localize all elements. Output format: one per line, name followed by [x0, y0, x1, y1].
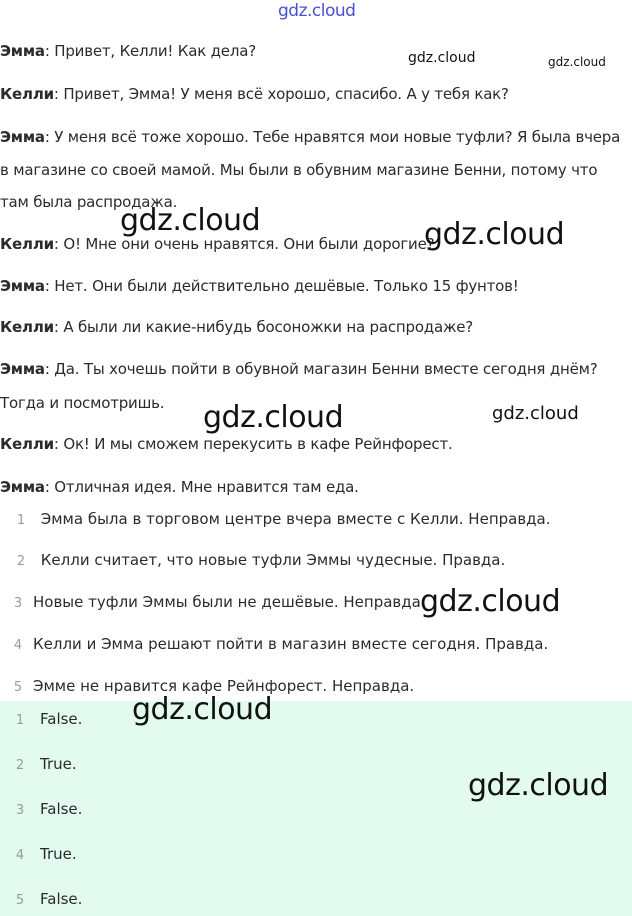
statement-text: Новые туфли Эммы были не дешёвые. Неправда.: [33, 593, 426, 611]
dialogue-text: в магазине со своей мамой. Мы были в обувним магазине Бенни, потому что: [0, 161, 598, 179]
watermark: gdz.cloud: [132, 692, 273, 727]
watermark: gdz.cloud: [420, 584, 561, 619]
dialogue-line: [0, 360, 598, 378]
dialogue-line: [0, 435, 453, 453]
dialogue-line: [0, 128, 620, 146]
dialogue-line: [0, 277, 519, 295]
statement-number: 4: [13, 638, 23, 653]
dialogue-line: [0, 161, 597, 179]
watermark: gdz.cloud: [492, 403, 579, 424]
watermark: gdz.cloud: [424, 217, 565, 252]
answer-item: [0, 890, 82, 908]
answer-item: [0, 710, 82, 728]
speaker-name: Келли: [0, 318, 54, 336]
dialogue-text: Тогда и посмотришь.: [0, 394, 165, 412]
answer-number: 4: [15, 848, 25, 863]
dialogue-text: : Ок! И мы сможем перекусить в кафе Рейнфорест.: [53, 435, 453, 453]
answer-item: [0, 800, 82, 818]
dialogue-text: : Отличная идея. Мне нравится там еда.: [44, 478, 359, 496]
statement-text: Эмма была в торговом центре вчера вместе с Келли. Неправда.: [36, 510, 551, 528]
watermark-top: gdz.cloud: [278, 1, 356, 21]
answer-text: False.: [40, 800, 83, 818]
dialogue-text: : О! Мне они очень нравятся. Они были дорогие?: [53, 235, 435, 253]
statement-item: [6, 551, 505, 569]
dialogue-line: [0, 85, 509, 103]
statement-text: Эмме не нравится кафе Рейнфорест. Неправда.: [33, 677, 415, 695]
watermark: gdz.cloud: [408, 50, 476, 66]
answer-text: True.: [40, 755, 77, 773]
answer-number: 3: [15, 803, 25, 818]
answer-number: 1: [15, 713, 25, 728]
statement-item: [3, 593, 426, 611]
dialogue-line: [0, 193, 177, 211]
answer-item: [0, 845, 77, 863]
dialogue-text: : Привет, Эмма! У меня всё хорошо, спасибо. А у тебя как?: [53, 85, 509, 103]
speaker-name: Эмма: [0, 277, 45, 295]
dialogue-text: там была распродажа.: [0, 193, 178, 211]
dialogue-line: [0, 42, 256, 60]
answers-panel: [0, 701, 632, 916]
statement-text: Келли считает, что новые туфли Эммы чудесные. Правда.: [36, 551, 506, 569]
dialogue-text: : Привет, Келли! Как дела?: [44, 42, 256, 60]
dialogue-line: [0, 394, 164, 412]
watermark: gdz.cloud: [120, 203, 261, 238]
speaker-name: Эмма: [0, 42, 45, 60]
dialogue-text: : Да. Ты хочешь пойти в обувной магазин Бенни вместе сегодня днём?: [44, 360, 598, 378]
statement-number: 5: [13, 680, 23, 695]
statement-number: 3: [13, 596, 23, 611]
watermark: gdz.cloud: [548, 55, 606, 69]
answer-number: 2: [15, 758, 25, 773]
dialogue-text: : У меня всё тоже хорошо. Тебе нравятся мои новые туфли? Я была вчера: [44, 128, 621, 146]
dialogue-line: [0, 318, 473, 336]
speaker-name: Эмма: [0, 128, 45, 146]
statement-item: [3, 635, 548, 653]
watermark: gdz.cloud: [468, 768, 609, 803]
speaker-name: Эмма: [0, 478, 45, 496]
answer-text: False.: [40, 710, 83, 728]
answer-item: [0, 755, 77, 773]
statement-item: [6, 510, 551, 528]
statement-text: Келли и Эмма решают пойти в магазин вместе сегодня. Правда.: [33, 635, 549, 653]
speaker-name: Келли: [0, 85, 54, 103]
dialogue-line: [0, 235, 434, 253]
statement-number: 1: [16, 513, 26, 528]
answer-text: True.: [40, 845, 77, 863]
answer-number: 5: [15, 893, 25, 908]
speaker-name: Эмма: [0, 360, 45, 378]
speaker-name: Келли: [0, 235, 54, 253]
watermark: gdz.cloud: [203, 400, 344, 435]
speaker-name: Келли: [0, 435, 54, 453]
dialogue-text: : А были ли какие-нибудь босоножки на распродаже?: [53, 318, 474, 336]
statement-number: 2: [16, 554, 26, 569]
dialogue-line: [0, 478, 359, 496]
answer-text: False.: [40, 890, 83, 908]
dialogue-text: : Нет. Они были действительно дешёвые. Только 15 фунтов!: [44, 277, 519, 295]
